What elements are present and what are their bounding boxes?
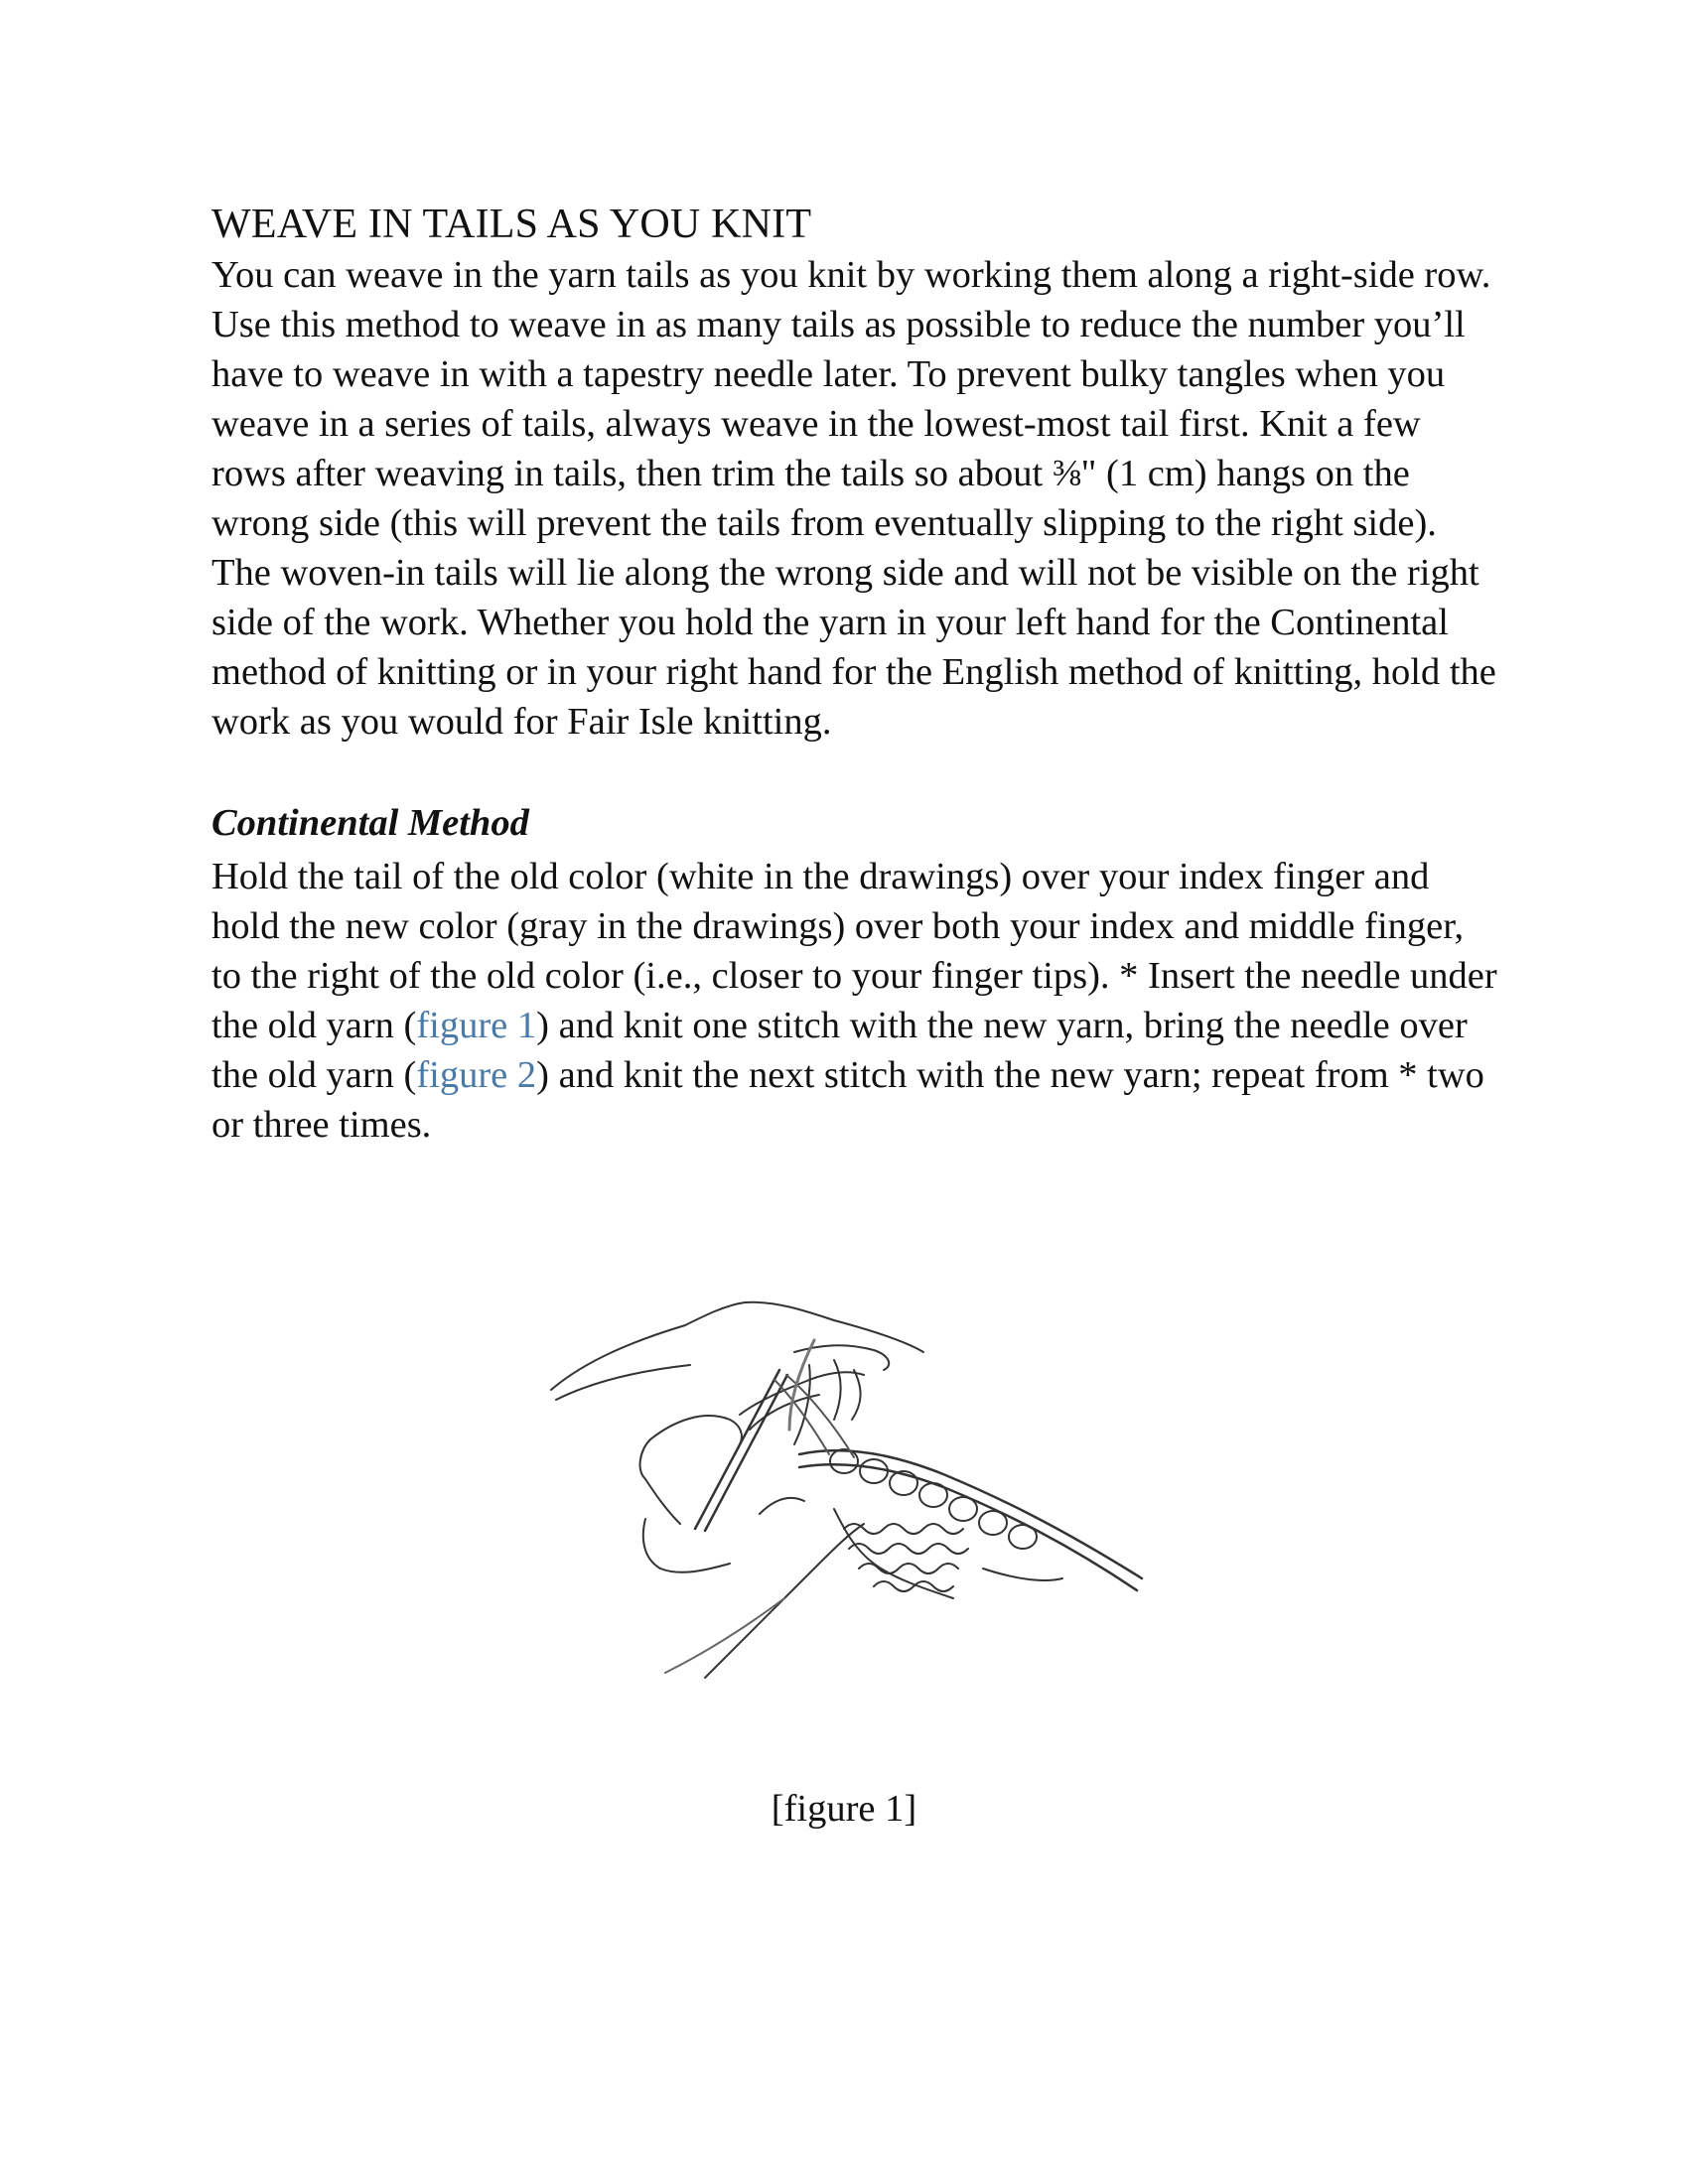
intro-paragraph: You can weave in the yarn tails as you knit by working them along a right-side row. Use this method to weave in as many tails as possible to reduce the number you’ll have to weave in with a tapestry needle later. To prevent bulky tangles when you weave in a series of tails, always weave in the lowest-most tail first. Knit a few rows after weaving in tails, then trim the tails so about ⅜" (1 cm) hangs on the wrong side (this will prevent the tails from eventually slipping to the right side). The woven-in tails will lie along the wrong side and will not be visible on the right side of the work. Whether you hold the yarn in your left hand for the Continental method of knitting or in your right hand for the English method of knitting, hold the work as you would for Fair Isle knitting.: [211, 254, 1496, 743]
method-paragraph: [211, 852, 1502, 1150]
continental-method-heading: Continental Method: [211, 802, 529, 844]
knitting-hands-illustration-icon: [546, 1281, 1162, 1698]
method-text-part1: Hold the tail of the old color (white in the drawings) over your index finger and hold the new color (gray in the drawings) over both your index and middle finger, to the right of the old color (i.e., closer to your finger tips). * Insert the needle under the old yarn (: [211, 856, 1497, 1046]
knitting-illustration: [546, 1281, 1162, 1698]
figure-caption: [figure 1]: [771, 1788, 917, 1830]
figure-2-link[interactable]: figure 2: [416, 1054, 537, 1096]
section-heading: WEAVE IN TAILS AS YOU KNIT: [211, 202, 812, 247]
figure-1-link[interactable]: figure 1: [416, 1005, 537, 1046]
method-text-part3: ) and knit the next stitch with the new yarn; repeat from * two or three times.: [211, 1054, 1484, 1146]
document-page: [211, 199, 1502, 1150]
method-text-part2: ) and knit one stitch with the new yarn, bring the needle over the old yarn (: [211, 1005, 1468, 1096]
